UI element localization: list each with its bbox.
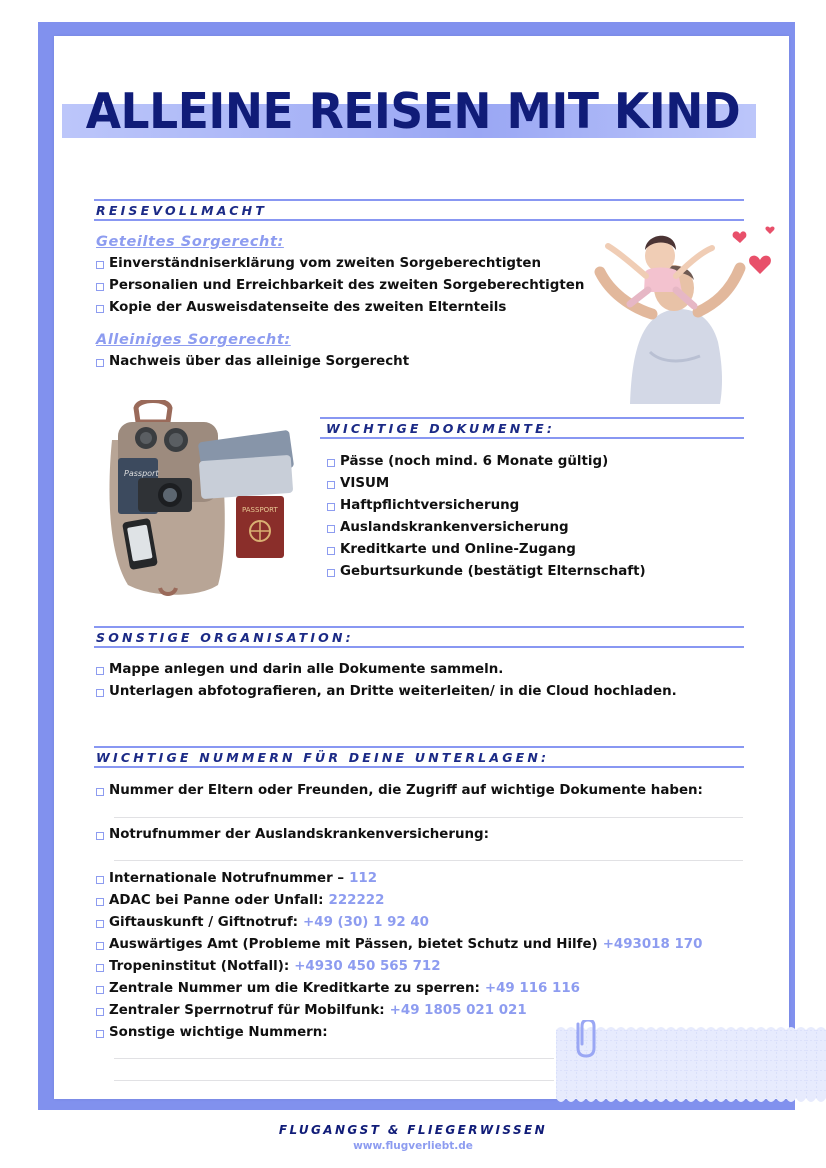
checklist-item[interactable]	[327, 564, 646, 579]
item-text: Einverständniserklärung vom zweiten Sorgeberechtigten	[109, 256, 542, 271]
phone-number: +49 1805 021 021	[389, 1003, 527, 1018]
item-text: Pässe (noch mind. 6 Monate gültig)	[340, 454, 609, 469]
checkbox-icon[interactable]	[327, 459, 335, 467]
checklist-item[interactable]	[96, 278, 584, 293]
checkbox-icon[interactable]	[96, 898, 104, 906]
checkbox-icon[interactable]	[96, 359, 104, 367]
number-item[interactable]	[96, 959, 441, 974]
section-heading-label: REISEVOLLMACHT	[96, 203, 268, 218]
father-child-illustration	[590, 222, 780, 404]
footer-brand: FLUGANGST & FLIEGERWISSEN	[278, 1123, 548, 1137]
write-in-line[interactable]	[114, 860, 743, 861]
item-text: Kopie der Ausweisdatenseite des zweiten Elternteils	[109, 300, 507, 315]
item-text: Nachweis über das alleinige Sorgerecht	[109, 354, 410, 369]
checkbox-icon[interactable]	[96, 261, 104, 269]
checkbox-icon[interactable]	[96, 832, 104, 840]
section-heading-label: WICHTIGE NUMMERN FÜR DEINE UNTERLAGEN:	[96, 750, 550, 765]
number-label: Auswärtiges Amt (Probleme mit Pässen, bietet Schutz und Hilfe)	[109, 937, 598, 952]
checklist-item[interactable]	[327, 454, 608, 469]
checklist-item[interactable]	[96, 662, 503, 677]
section-heading-nummern	[94, 746, 744, 768]
subheading-geteiltes: Geteiltes Sorgerecht:	[96, 234, 284, 250]
number-label: Tropeninstitut (Notfall):	[109, 959, 290, 974]
number-label: Sonstige wichtige Nummern:	[109, 1025, 328, 1040]
number-item[interactable]	[96, 1003, 527, 1018]
section-heading-label: SONSTIGE ORGANISATION:	[96, 630, 354, 645]
footer-url[interactable]: www.flugverliebt.de	[353, 1140, 473, 1152]
phone-number: +49 116 116	[484, 981, 580, 996]
checkbox-icon[interactable]	[327, 547, 335, 555]
checkbox-icon[interactable]	[96, 689, 104, 697]
number-label: Zentrale Nummer um die Kreditkarte zu sperren:	[109, 981, 480, 996]
write-in-line[interactable]	[114, 817, 743, 818]
checkbox-icon[interactable]	[96, 920, 104, 928]
item-text: Nummer der Eltern oder Freunden, die Zugriff auf wichtige Dokumente haben:	[109, 783, 703, 798]
subheading-alleiniges: Alleiniges Sorgerecht:	[96, 332, 291, 348]
checklist-item[interactable]	[96, 256, 541, 271]
number-item[interactable]	[96, 915, 429, 930]
number-label: Internationale Notrufnummer –	[109, 871, 345, 886]
checkbox-icon[interactable]	[96, 964, 104, 972]
number-item[interactable]	[96, 871, 377, 886]
number-label: Zentraler Sperrnotruf für Mobilfunk:	[109, 1003, 385, 1018]
item-text: Auslandskrankenversicherung	[340, 520, 569, 535]
page-title: ALLEINE REISEN MIT KIND	[85, 83, 741, 140]
checkbox-icon[interactable]	[327, 525, 335, 533]
item-text: Geburtsurkunde (bestätigt Elternschaft)	[340, 564, 646, 579]
checkbox-icon[interactable]	[327, 481, 335, 489]
passport-small-label: Passport	[124, 469, 159, 478]
section-heading-dokumente	[320, 417, 744, 439]
checkbox-icon[interactable]	[96, 305, 104, 313]
backpack-documents-illustration	[98, 400, 308, 600]
checkbox-icon[interactable]	[96, 1008, 104, 1016]
checkbox-icon[interactable]	[96, 876, 104, 884]
number-item[interactable]	[96, 981, 580, 996]
note-paper-decoration	[556, 1020, 826, 1110]
number-item[interactable]	[96, 937, 702, 952]
checkbox-icon[interactable]	[327, 569, 335, 577]
write-in-line[interactable]	[114, 1058, 554, 1059]
item-text: Kreditkarte und Online-Zugang	[340, 542, 576, 557]
passport-label: PASSPORT	[242, 506, 278, 514]
item-text: Unterlagen abfotografieren, an Dritte weiterleiten/ in die Cloud hochladen.	[109, 684, 677, 699]
section-heading-label: WICHTIGE DOKUMENTE:	[326, 421, 556, 436]
checklist-item[interactable]	[96, 300, 506, 315]
checklist-item[interactable]	[327, 476, 389, 491]
title-block	[0, 0, 826, 160]
number-item[interactable]	[96, 1025, 328, 1040]
item-text: Haftpflichtversicherung	[340, 498, 520, 513]
checkbox-icon[interactable]	[96, 667, 104, 675]
phone-number: 112	[349, 871, 378, 886]
item-text: VISUM	[340, 476, 390, 491]
checklist-item[interactable]	[327, 520, 569, 535]
checkbox-icon[interactable]	[96, 986, 104, 994]
section-heading-reisevollmacht	[94, 199, 744, 221]
checkbox-icon[interactable]	[96, 788, 104, 796]
item-text: Personalien und Erreichbarkeit des zweiten Sorgeberechtigten	[109, 278, 585, 293]
checkbox-icon[interactable]	[96, 283, 104, 291]
checklist-item[interactable]	[96, 354, 409, 369]
checkbox-icon[interactable]	[96, 942, 104, 950]
fill-in-item[interactable]	[96, 783, 703, 798]
phone-number: +49 (30) 1 92 40	[303, 915, 429, 930]
write-in-line[interactable]	[114, 1080, 554, 1081]
fill-in-item[interactable]	[96, 827, 489, 842]
number-item[interactable]	[96, 893, 384, 908]
checkbox-icon[interactable]	[96, 1030, 104, 1038]
checkbox-icon[interactable]	[327, 503, 335, 511]
item-text: Notrufnummer der Auslandskrankenversicherung:	[109, 827, 489, 842]
phone-number: 222222	[328, 893, 385, 908]
number-label: Giftauskunft / Giftnotruf:	[109, 915, 299, 930]
item-text: Mappe anlegen und darin alle Dokumente sammeln.	[109, 662, 504, 677]
checklist-item[interactable]	[327, 542, 576, 557]
section-heading-organisation	[94, 626, 744, 648]
phone-number: +4930 450 565 712	[294, 959, 441, 974]
checklist-item[interactable]	[96, 684, 677, 699]
checklist-item[interactable]	[327, 498, 519, 513]
number-label: ADAC bei Panne oder Unfall:	[109, 893, 324, 908]
phone-number: +493018 170	[602, 937, 703, 952]
